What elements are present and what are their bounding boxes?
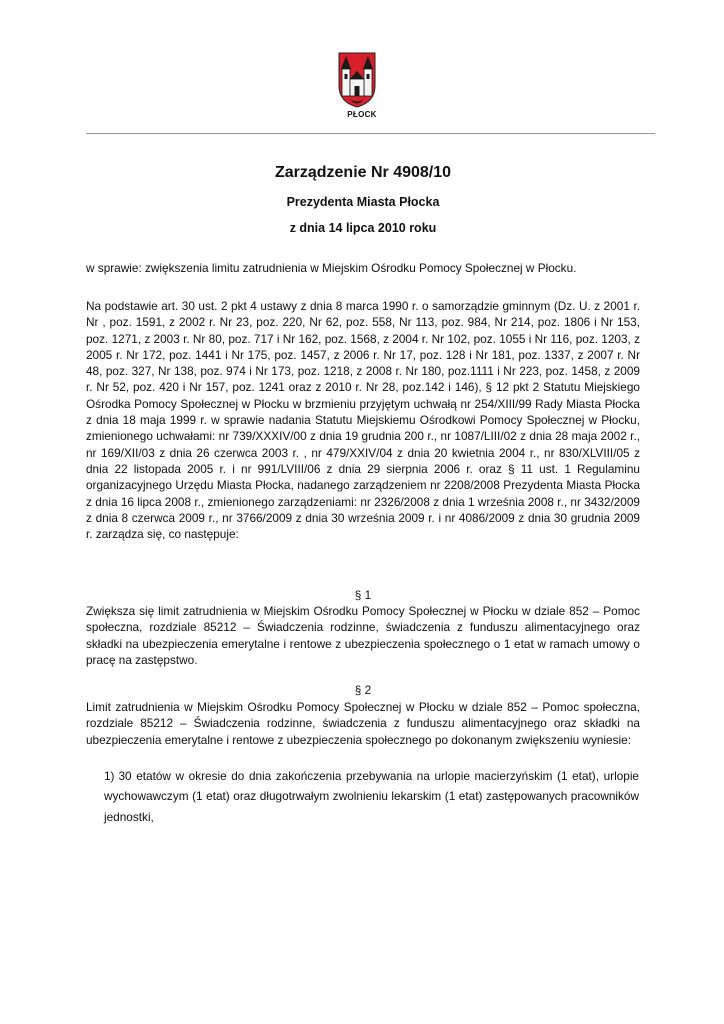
section-2-mark: § 2 xyxy=(354,683,372,697)
list-item-number: 1) xyxy=(104,769,115,783)
header-divider xyxy=(86,133,655,134)
section-1-text: Zwiększa się limit zatrudnienia w Miejskim Ośrodku Pomocy Społecznej w Płocku w dziale 852 – Pomoc społeczna, rozdziale 85212 – Świadczenia rodzinne, świadczenia z funduszu alimentacyjnego oraz składki na ubezpieczenia emerytalne i rentowe z ubezpieczenia społecznego o 1 etat w ramach umowy o pracę na zastępstwo. xyxy=(86,604,640,667)
document-subject: w sprawie: zwiększenia limitu zatrudnienia w Miejskim Ośrodku Pomocy Społecznej w Płocku. xyxy=(86,261,577,275)
list-item xyxy=(104,766,639,827)
document-date: z dnia 14 lipca 2010 roku xyxy=(289,221,437,235)
document-title: Zarządzenie Nr 4908/10 xyxy=(274,164,452,181)
section-1-mark: § 1 xyxy=(354,588,372,602)
crest-label: PŁOCK xyxy=(347,110,377,119)
section-2-text: Limit zatrudnienia w Miejskim Ośrodku Pomocy Społecznej w Płocku w dziale 852 – Pomoc społeczna, rozdziale 85212 – Świadczenia rodzinne, świadczenia z funduszu alimentacyjnego oraz składki na ubezpieczenia emerytalne i rentowe z ubezpieczenia społecznego po dokonanym zwiększeniu wyniesie: xyxy=(86,700,640,747)
legal-basis-paragraph: Na podstawie art. 30 ust. 2 pkt 4 ustawy z dnia 8 marca 1990 r. o samorządzie gminnym (Dz. U. z 2001 r. Nr , poz. 1591, z 2002 r. Nr 23, poz. 220, Nr 62, poz. 558, Nr 113, poz. 984, Nr 214, poz. 1806 i Nr 153, poz. 1271, z 2003 r. Nr 80, poz. 717 i Nr 162, poz. 1568, z 2004 r. Nr 102, poz. 1055 i Nr 116, poz. 1203, z 2005 r. Nr 172, poz. 1441 i Nr 175, poz. 1457, z 2006 r. Nr 17, poz. 128 i Nr 181, poz. 1337, z 2007 r. Nr 48, poz. 327, Nr 138, poz. 974 i Nr 173, poz. 1218, z 2008 r. Nr 180, poz.1111 i Nr 223, poz. 1458, z 2009 r. Nr 52, poz. 420 i Nr 157, poz. 1241 oraz z 2010 r. Nr 28, poz.142 i 146), § 12 pkt 2 Statutu Miejskiego Ośrodka Pomocy Społecznej w Płocku w brzmieniu przyjętym uchwałą nr 254/XIII/99 Rady Miasta Płocka z dnia 18 maja 1999 r. w sprawie nadania Statutu Miejskiemu Ośrodkowi Pomocy Społecznej w Płocku, zmienionego uchwałami: nr 739/XXXIV/00 z dnia 19 grudnia 200 r., nr 1087/LIII/02 z dnia 28 maja 2002 r., nr 169/XII/03 z dnia 26 czerwca 2003 r. , nr 479/XXIV/04 z dnia 20 kwietnia 2004 r., nr 830/XLVIII/05 z dnia 22 listopada 2005 r. i nr 991/LVIII/06 z dnia 29 sierpnia 2006 r. oraz § 11 ust. 1 Regulaminu organizacyjnego Urzędu Miasta Płocka, nadanego zarządzeniem nr 2208/2008 Prezydenta Miasta Płocka z dnia 16 lipca 2008 r., zmienionego zarządzeniami: nr 2326/2008 z dnia 1 września 2008 r., nr 3432/2009 z dnia 8 czerwca 2009 r., nr 3766/2009 z dnia 30 września 2009 r. i nr 4086/2009 z dnia 30 grudnia 2009 r. zarządza się, co następuje: xyxy=(86,299,640,542)
list-item-text: 30 etatów w okresie do dnia zakończenia przebywania na urlopie macierzyńskim (1 etat), urlopie wychowawczym (1 etat) oraz długotrwałym zwolnieniu lekarskim (1 etat) zastępowanych pracowników jednostki, xyxy=(104,769,639,824)
coat-of-arms-icon xyxy=(338,52,376,108)
document-issuer: Prezydenta Miasta Płocka xyxy=(286,195,440,209)
